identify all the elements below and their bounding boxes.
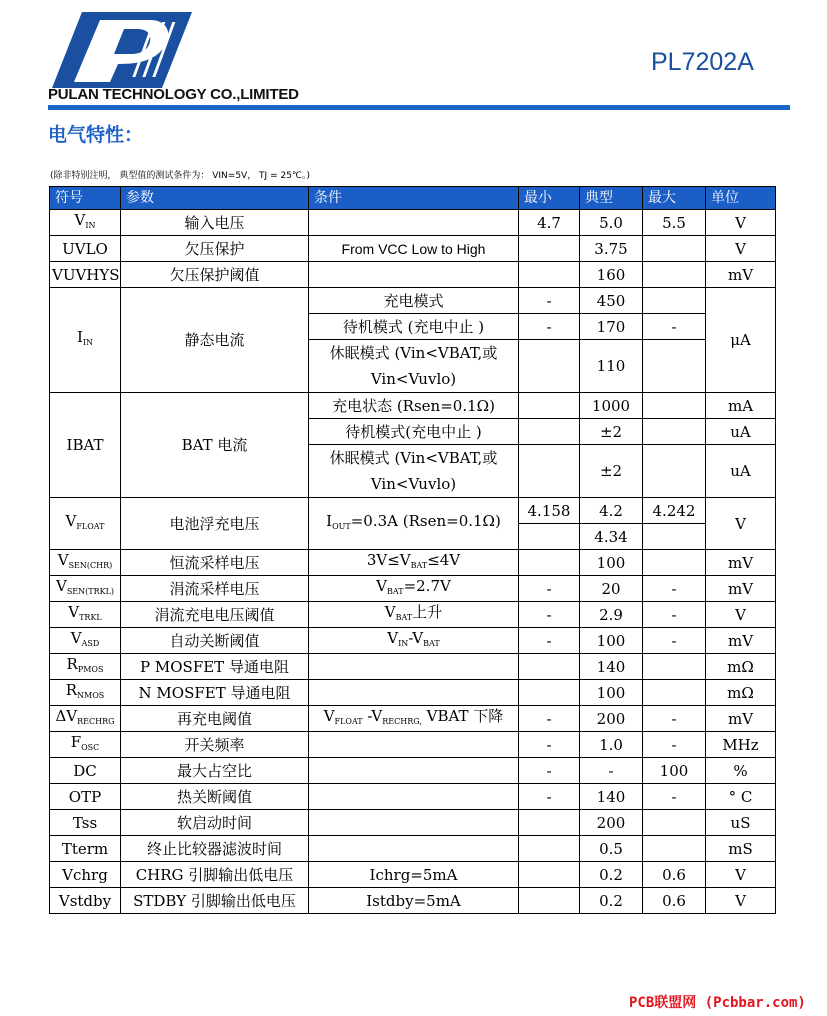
cell-condition: $V_{FLOAT}$ $-V_{RECHRG,}$ VBAT 下降 — [309, 706, 519, 732]
table-row — [50, 550, 776, 576]
cell-parameter: 涓流采样电压 — [121, 576, 309, 602]
cell-max: 0.6 — [643, 862, 706, 888]
cell-parameter: STDBY 引脚输出低电压 — [121, 888, 309, 914]
cell-min: - — [519, 732, 580, 758]
cell-condition — [309, 810, 519, 836]
cell-unit: mV — [706, 706, 776, 732]
cell-min: - — [519, 314, 580, 340]
cell-max — [643, 836, 706, 862]
cell-min — [519, 680, 580, 706]
cell-parameter: P MOSFET 导通电阻 — [121, 654, 309, 680]
header-max: 最大 — [643, 187, 706, 210]
header-parameter: 参数 — [121, 187, 309, 210]
cell-parameter: 开关频率 — [121, 732, 309, 758]
cell-max — [643, 340, 706, 393]
table-row — [50, 888, 776, 914]
cell-min — [519, 524, 580, 550]
cell-max — [643, 419, 706, 445]
cell-symbol: DC — [50, 758, 121, 784]
cell-unit: V — [706, 236, 776, 262]
cell-max — [643, 236, 706, 262]
cell-condition — [309, 262, 519, 288]
cell-min: - — [519, 602, 580, 628]
cell-unit: mΩ — [706, 654, 776, 680]
cell-max — [643, 550, 706, 576]
cell-typ: 4.34 — [580, 524, 643, 550]
cell-min: - — [519, 784, 580, 810]
cell-condition — [309, 758, 519, 784]
cell-min: 4.158 — [519, 498, 580, 524]
cell-max: 5.5 — [643, 210, 706, 236]
cell-min: - — [519, 758, 580, 784]
cell-condition — [309, 680, 519, 706]
cell-symbol: $V_{TRKL}$ — [50, 602, 121, 628]
cell-symbol: $V_{ASD}$ — [50, 628, 121, 654]
cell-typ: 5.0 — [580, 210, 643, 236]
cell-symbol: $R_{PMOS}$ — [50, 654, 121, 680]
cell-unit: mA — [706, 393, 776, 419]
table-row — [50, 732, 776, 758]
cell-max — [643, 262, 706, 288]
cell-typ: 200 — [580, 706, 643, 732]
cell-min: - — [519, 706, 580, 732]
table-row — [50, 576, 776, 602]
cell-unit: V — [706, 210, 776, 236]
cell-parameter: BAT 电流 — [121, 393, 309, 498]
table-row — [50, 784, 776, 810]
cell-max — [643, 680, 706, 706]
cell-max: - — [643, 602, 706, 628]
cell-typ: 2.9 — [580, 602, 643, 628]
cell-parameter: 自动关断阈值 — [121, 628, 309, 654]
cell-symbol: VUVHYS — [50, 262, 121, 288]
company-logo — [52, 12, 192, 88]
cell-min: - — [519, 288, 580, 314]
cell-typ: - — [580, 758, 643, 784]
table-row — [50, 210, 776, 236]
cell-unit: V — [706, 888, 776, 914]
cell-max: - — [643, 576, 706, 602]
cell-unit: mV — [706, 262, 776, 288]
cell-typ: 170 — [580, 314, 643, 340]
cell-condition — [309, 732, 519, 758]
cell-unit: uA — [706, 445, 776, 498]
cell-max — [643, 810, 706, 836]
electrical-characteristics-table — [49, 186, 776, 914]
cell-typ: 0.2 — [580, 888, 643, 914]
cell-symbol: Tterm — [50, 836, 121, 862]
cell-min: 4.7 — [519, 210, 580, 236]
cell-parameter: 静态电流 — [121, 288, 309, 393]
cell-min — [519, 810, 580, 836]
cell-condition: 休眠模式 (Vin<VBAT,或 Vin<Vuvlo) — [309, 445, 519, 498]
cell-parameter: 恒流采样电压 — [121, 550, 309, 576]
table-row — [50, 236, 776, 262]
cell-parameter: 最大占空比 — [121, 758, 309, 784]
table-row — [50, 498, 776, 524]
section-title: 电气特性： — [48, 124, 144, 146]
cell-condition: $I_{OUT}=0.3A$ (Rsen=0.1Ω) — [309, 498, 519, 550]
cell-symbol: $R_{NMOS}$ — [50, 680, 121, 706]
table-row — [50, 393, 776, 419]
cell-symbol: IBAT — [50, 393, 121, 498]
cell-parameter: 欠压保护阈值 — [121, 262, 309, 288]
cell-parameter: 欠压保护 — [121, 236, 309, 262]
cell-parameter: CHRG 引脚输出低电压 — [121, 862, 309, 888]
cell-unit: mV — [706, 628, 776, 654]
table-row — [50, 680, 776, 706]
cell-parameter: 再充电阈值 — [121, 706, 309, 732]
table-header-row — [50, 187, 776, 210]
cell-typ: 100 — [580, 680, 643, 706]
cell-typ: 100 — [580, 628, 643, 654]
table-row — [50, 758, 776, 784]
table-row — [50, 628, 776, 654]
cell-parameter: 电池浮充电压 — [121, 498, 309, 550]
header-rule — [48, 105, 790, 110]
cell-min — [519, 550, 580, 576]
cell-condition — [309, 210, 519, 236]
cell-parameter: 涓流充电电压阈值 — [121, 602, 309, 628]
cell-symbol: $V_{FLOAT}$ — [50, 498, 121, 550]
watermark-footer[interactable]: PCB联盟网 (Pcbbar.com) — [629, 995, 806, 1011]
cell-max: 0.6 — [643, 888, 706, 914]
cell-min — [519, 445, 580, 498]
cell-unit: V — [706, 862, 776, 888]
cell-unit: mS — [706, 836, 776, 862]
cell-condition: $V_{IN}-V_{BAT}$ — [309, 628, 519, 654]
cell-unit: MHz — [706, 732, 776, 758]
cell-typ: 110 — [580, 340, 643, 393]
cell-min — [519, 654, 580, 680]
cell-symbol: $F_{OSC}$ — [50, 732, 121, 758]
cell-max: - — [643, 314, 706, 340]
cell-unit: % — [706, 758, 776, 784]
header-unit: 单位 — [706, 187, 776, 210]
cell-max — [643, 288, 706, 314]
cell-typ: 200 — [580, 810, 643, 836]
cell-typ: 20 — [580, 576, 643, 602]
cell-symbol: Tss — [50, 810, 121, 836]
cell-min — [519, 862, 580, 888]
cell-typ: 4.2 — [580, 498, 643, 524]
cell-condition: From VCC Low to High — [309, 236, 519, 262]
table-row — [50, 654, 776, 680]
cell-max: 4.242 — [643, 498, 706, 524]
table-row — [50, 836, 776, 862]
cell-typ: 140 — [580, 784, 643, 810]
cell-parameter: 软启动时间 — [121, 810, 309, 836]
header-min: 最小 — [519, 187, 580, 210]
cell-symbol: $I_{IN}$ — [50, 288, 121, 393]
cell-condition: 待机模式 (充电中止 ) — [309, 314, 519, 340]
cell-condition: 待机模式(充电中止 ) — [309, 419, 519, 445]
cell-typ: 140 — [580, 654, 643, 680]
cell-symbol: Vstdby — [50, 888, 121, 914]
header-condition: 条件 — [309, 187, 519, 210]
cell-unit: μA — [706, 288, 776, 393]
cell-min — [519, 262, 580, 288]
table-row — [50, 288, 776, 314]
cell-typ: ±2 — [580, 445, 643, 498]
cell-condition: Istdby=5mA — [309, 888, 519, 914]
cell-symbol: $V_{SEN(CHR)}$ — [50, 550, 121, 576]
cell-unit: uS — [706, 810, 776, 836]
cell-symbol: OTP — [50, 784, 121, 810]
cell-max: - — [643, 706, 706, 732]
cell-condition: $3V\le V_{BAT}\le 4V$ — [309, 550, 519, 576]
cell-min — [519, 836, 580, 862]
cell-symbol: UVLO — [50, 236, 121, 262]
cell-symbol: Vchrg — [50, 862, 121, 888]
cell-min — [519, 393, 580, 419]
cell-symbol: $\Delta V_{RECHRG}$ — [50, 706, 121, 732]
cell-unit: mΩ — [706, 680, 776, 706]
cell-parameter: 终止比较器滤波时间 — [121, 836, 309, 862]
cell-max — [643, 445, 706, 498]
cell-condition: $V_{BAT}$上升 — [309, 602, 519, 628]
table-row — [50, 262, 776, 288]
cell-symbol: $V_{IN}$ — [50, 210, 121, 236]
table-row — [50, 862, 776, 888]
cell-typ: 0.2 — [580, 862, 643, 888]
cell-max: - — [643, 784, 706, 810]
cell-max — [643, 654, 706, 680]
cell-condition: 充电状态 (Rsen=0.1Ω) — [309, 393, 519, 419]
cell-parameter: 输入电压 — [121, 210, 309, 236]
header-typ: 典型 — [580, 187, 643, 210]
cell-min — [519, 340, 580, 393]
cell-typ: 160 — [580, 262, 643, 288]
table-row — [50, 810, 776, 836]
header-symbol: 符号 — [50, 187, 121, 210]
cell-unit: mV — [706, 550, 776, 576]
cell-condition — [309, 836, 519, 862]
cell-condition — [309, 654, 519, 680]
cell-parameter: 热关断阈值 — [121, 784, 309, 810]
cell-typ: 0.5 — [580, 836, 643, 862]
cell-min: - — [519, 576, 580, 602]
cell-unit: mV — [706, 576, 776, 602]
cell-min — [519, 236, 580, 262]
cell-typ: ±2 — [580, 419, 643, 445]
test-conditions-note: (除非特别注明， 典型值的测试条件为： VIN=5V， TJ = 25℃。) — [50, 171, 311, 181]
cell-symbol: $V_{SEN(TRKL)}$ — [50, 576, 121, 602]
cell-unit: ° C — [706, 784, 776, 810]
company-name: PULAN TECHNOLOGY CO.,LIMITED — [48, 86, 299, 103]
cell-typ: 1000 — [580, 393, 643, 419]
cell-min — [519, 888, 580, 914]
table-row — [50, 706, 776, 732]
cell-typ: 1.0 — [580, 732, 643, 758]
table-row — [50, 602, 776, 628]
cell-typ: 450 — [580, 288, 643, 314]
cell-unit: V — [706, 498, 776, 550]
cell-unit: uA — [706, 419, 776, 445]
cell-condition: 休眠模式 (Vin<VBAT,或 Vin<Vuvlo) — [309, 340, 519, 393]
cell-max: - — [643, 732, 706, 758]
cell-condition — [309, 784, 519, 810]
cell-condition: 充电模式 — [309, 288, 519, 314]
cell-parameter: N MOSFET 导通电阻 — [121, 680, 309, 706]
cell-max: 100 — [643, 758, 706, 784]
cell-condition: $V_{BAT}=2.7V$ — [309, 576, 519, 602]
cell-min: - — [519, 628, 580, 654]
cell-typ: 3.75 — [580, 236, 643, 262]
cell-max — [643, 393, 706, 419]
model-number: PL7202A — [651, 48, 754, 76]
cell-typ: 100 — [580, 550, 643, 576]
cell-max — [643, 524, 706, 550]
cell-condition: Ichrg=5mA — [309, 862, 519, 888]
cell-max: - — [643, 628, 706, 654]
cell-unit: V — [706, 602, 776, 628]
cell-min — [519, 419, 580, 445]
